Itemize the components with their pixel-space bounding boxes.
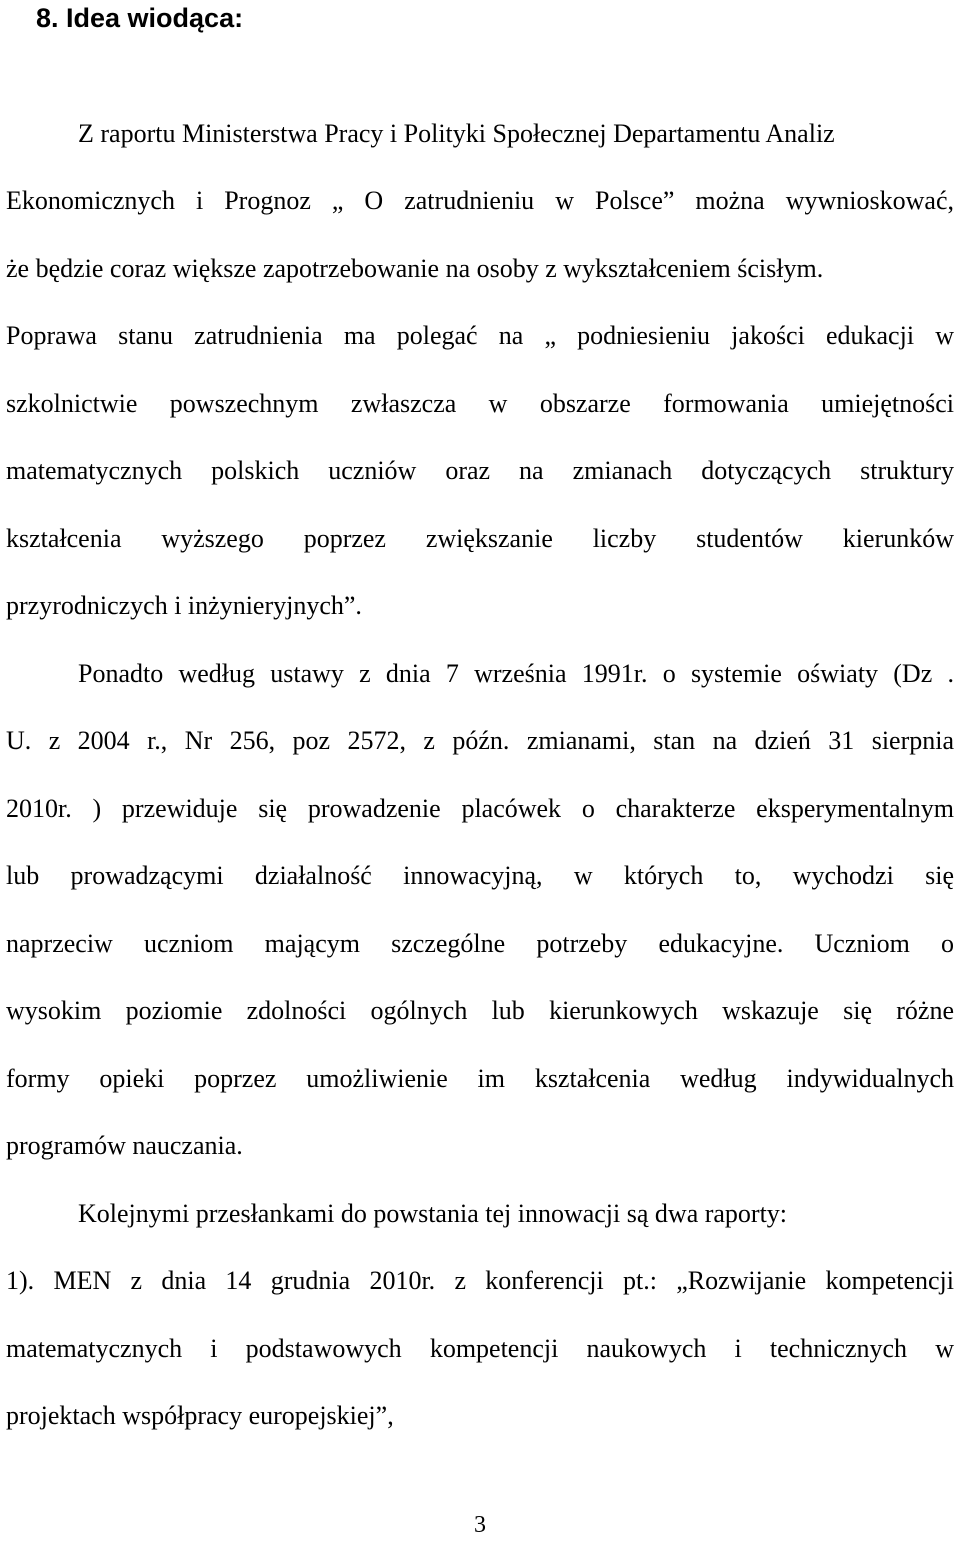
text-line: 1). MEN z dnia 14 grudnia 2010r. z konferencji pt.: „Rozwijanie kompetencji <box>6 1266 954 1295</box>
text-line: przyrodniczych i inżynieryjnych”. <box>6 591 362 620</box>
text-line: Poprawa stanu zatrudnienia ma polegać na „ podniesieniu jakości edukacji w <box>6 321 954 350</box>
text-line: że będzie coraz większe zapotrzebowanie na osoby z wykształceniem ścisłym. <box>6 254 824 283</box>
text-line: matematycznych i podstawowych kompetencji naukowych i technicznych w <box>6 1334 954 1363</box>
text-line: 2010r. ) przewiduje się prowadzenie placówek o charakterze eksperymentalnym <box>6 794 954 823</box>
section-heading: 8. Idea wiodąca: <box>36 3 244 33</box>
text-line: wysokim poziomie zdolności ogólnych lub kierunkowych wskazuje się różne <box>6 996 954 1025</box>
text-line: formy opieki poprzez umożliwienie im kształcenia według indywidualnych <box>6 1064 954 1093</box>
text-line: kształcenia wyższego poprzez zwiększanie liczby studentów kierunków <box>6 524 954 553</box>
text-line: lub prowadzącymi działalność innowacyjną, w których to, wychodzi się <box>6 861 954 890</box>
text-line: szkolnictwie powszechnym zwłaszcza w obszarze formowania umiejętności <box>6 389 954 418</box>
text-line: Ponadto według ustawy z dnia 7 września 1991r. o systemie oświaty (Dz . <box>78 659 954 688</box>
text-line: U. z 2004 r., Nr 256, poz 2572, z późn. zmianami, stan na dzień 31 sierpnia <box>6 726 954 755</box>
text-line: matematycznych polskich uczniów oraz na zmianach dotyczących struktury <box>6 456 954 485</box>
text-line: programów nauczania. <box>6 1131 243 1160</box>
text-line: Kolejnymi przesłankami do powstania tej innowacji są dwa raporty: <box>78 1199 788 1228</box>
text-line: projektach współpracy europejskiej”, <box>6 1401 394 1430</box>
text-line: Ekonomicznych i Prognoz „ O zatrudnieniu w Polsce” można wywnioskować, <box>6 186 954 215</box>
text-line: Z raportu Ministerstwa Pracy i Polityki Społecznej Departamentu Analiz <box>78 119 835 148</box>
page-number: 3 <box>474 1512 486 1538</box>
text-line: naprzeciw uczniom mającym szczególne potrzeby edukacyjne. Uczniom o <box>6 929 954 958</box>
